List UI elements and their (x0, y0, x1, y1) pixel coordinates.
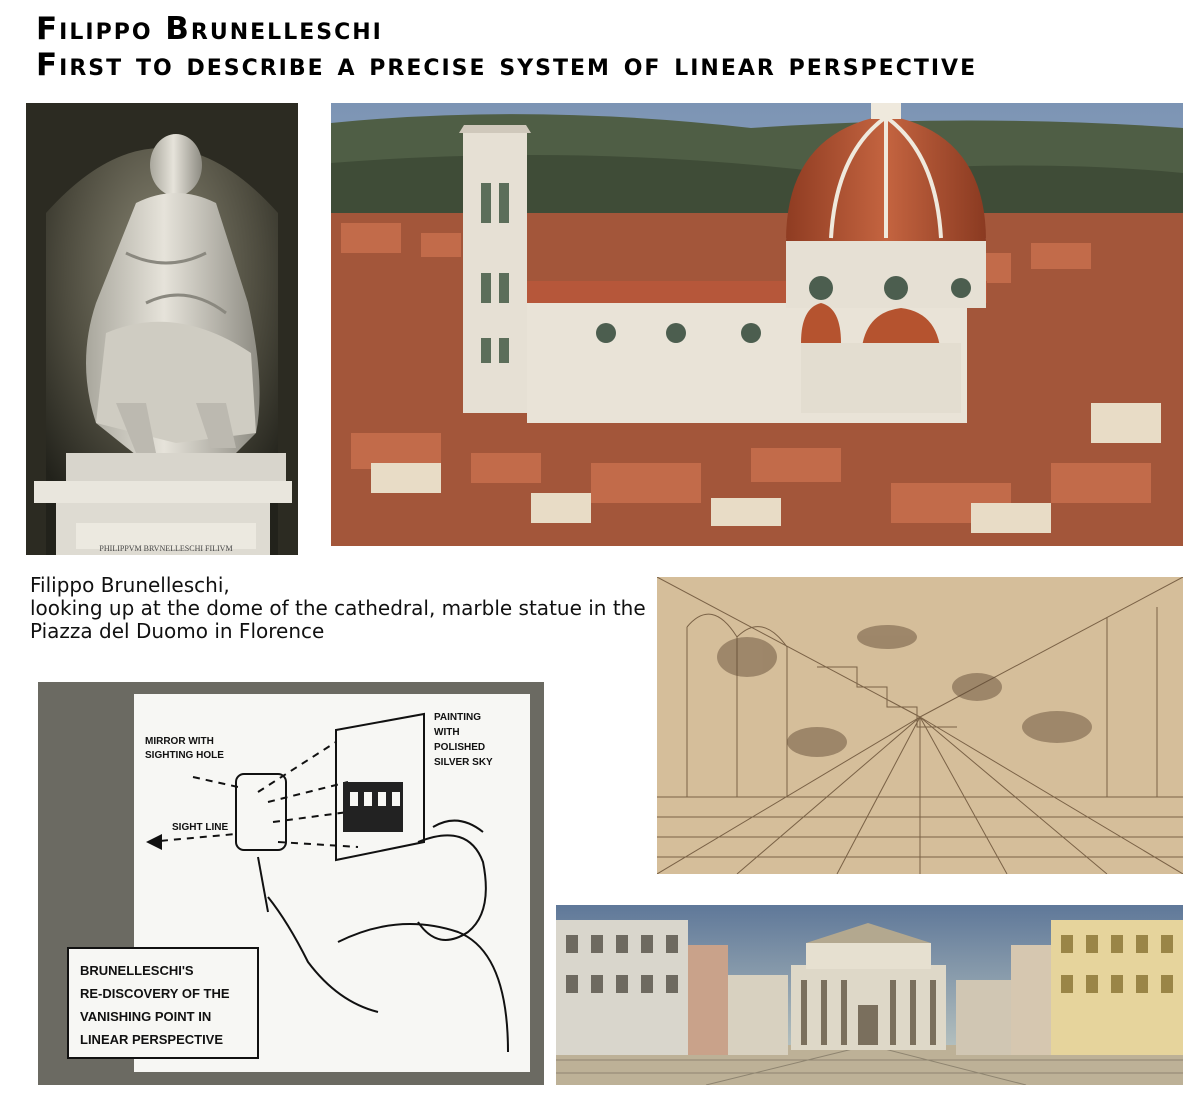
caption-line-2: looking up at the dome of the cathedral, marble statue in the (30, 596, 646, 620)
ideal-city-illustration (556, 905, 1183, 1085)
mirror-label-2: SIGHTING HOLE (145, 750, 224, 761)
box-line-4: LINEAR PERSPECTIVE (80, 1032, 224, 1047)
caption-line-1: Filippo Brunelleschi, (30, 573, 230, 597)
cathedral-photo (331, 103, 1183, 546)
statue-inscription: PHILIPPVM BRVNELLESCHI FILIVM (99, 544, 233, 553)
box-line-1: BRUNELLESCHI'S (80, 963, 194, 978)
painting-label-4: SILVER SKY (434, 757, 493, 768)
ideal-city-painting (556, 905, 1183, 1085)
statue-caption (30, 574, 650, 643)
mirror-experiment-diagram (38, 682, 544, 1085)
perspective-sketch (657, 577, 1183, 874)
sight-line-label: SIGHT LINE (172, 822, 229, 833)
page-title-line-2: First to describe a precise system of linear perspective (36, 47, 978, 83)
box-line-2: RE-DISCOVERY OF THE (80, 986, 230, 1001)
perspective-diagram-photo (38, 682, 544, 1085)
florence-cathedral-illustration (331, 103, 1183, 546)
painting-label-3: POLISHED (434, 742, 486, 753)
painting-label-2: WITH (434, 727, 460, 738)
box-line-3: VANISHING POINT IN (80, 1009, 212, 1024)
sepia-sketch-illustration (657, 577, 1183, 874)
caption-line-3: Piazza del Duomo in Florence (30, 619, 325, 643)
mirror-label-1: MIRROR WITH (145, 736, 214, 747)
statue-photo (26, 103, 298, 555)
statue-illustration (26, 103, 298, 555)
painting-label-1: PAINTING (434, 712, 482, 723)
page-title-line-1: Filippo Brunelleschi (36, 11, 383, 47)
